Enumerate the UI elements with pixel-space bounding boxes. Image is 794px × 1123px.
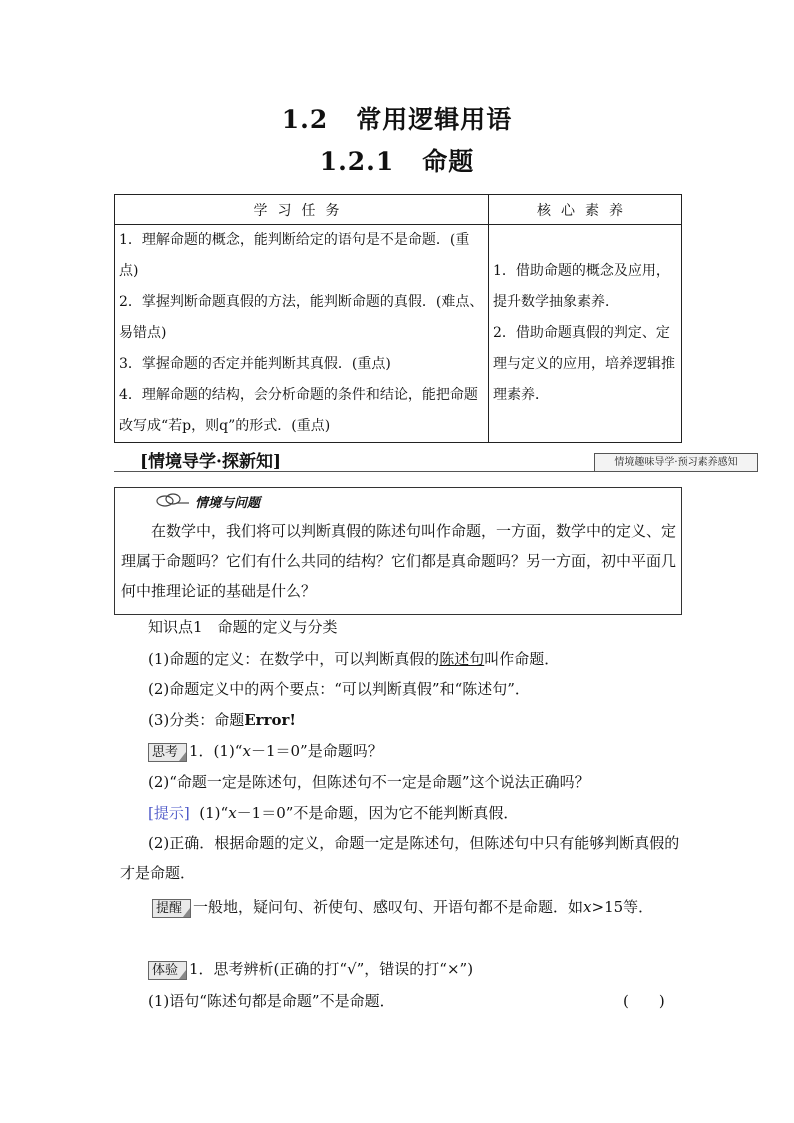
section-divider [114, 471, 756, 472]
tasks-cell [115, 225, 489, 443]
section-title [0, 100, 794, 136]
situation-label: 情境与问题 [195, 496, 261, 511]
learning-goals-table [114, 194, 682, 443]
definition-text: (1)命题的定义：在数学中，可以判断真假的 [148, 650, 440, 668]
definition-underlined: 陈述句 [439, 650, 485, 668]
literacy-cell [489, 225, 682, 443]
experience-line [148, 958, 473, 980]
think-q1-suffix: －1＝0”是命题吗？ [250, 742, 383, 760]
classify-error: Error! [244, 711, 296, 729]
hint-a1-prefix: (1)“ [199, 804, 229, 822]
reminder-var: x [583, 898, 592, 916]
reminder-suffix: >15等． [591, 898, 654, 916]
experience-item1: (1)语句“陈述句都是命题”不是命题． [148, 992, 395, 1010]
think-tag: 思考 [148, 743, 187, 762]
reminder-tag: 提醒 [152, 899, 191, 918]
think-q1-var: x [242, 742, 251, 760]
section-heading: [情境导学·探新知] [140, 452, 282, 472]
elements-line: (2)命题定义中的两个要点：“可以判断真假”和“陈述句”． [148, 680, 530, 698]
classify-line [148, 709, 296, 730]
think-q2: (2)“命题一定是陈述句，但陈述句不一定是命题”这个说法正确吗？ [148, 773, 590, 791]
knowledge-title: 知识点1 命题的定义与分类 [148, 618, 338, 636]
hint-a1-var: x [228, 804, 237, 822]
definition-suffix: 叫作命题． [484, 650, 560, 668]
hint-a1-suffix: －1＝0”不是命题，因为它不能判断真假． [236, 804, 519, 822]
subsection-name: 命题 [422, 147, 475, 176]
section-name: 常用逻辑用语 [356, 105, 513, 134]
subsection-title [0, 142, 794, 178]
section-tag: 情境趣味导学·预习素养感知 [594, 453, 758, 472]
literacy-item: 1．借助命题的概念及应用，提升数学抽象素养． [493, 263, 670, 310]
classify-text: (3)分类：命题 [148, 711, 245, 729]
task-item: 3．掌握命题的否定并能判断其真假．(重点) [119, 356, 391, 372]
situation-text: 在数学中，我们将可以判断真假的陈述句叫作命题，一方面，数学中的定义、定理属于命题吗？它们有什么共同的结构？它们都是真命题吗？另一方面，初中平面几何中推理论证的基础是什么？ [121, 522, 677, 600]
task-item: 1．理解命题的概念，能判断给定的语句是不是命题．(重点) [119, 232, 470, 279]
table-header-literacy: 核心素养 [489, 195, 682, 225]
experience-title: 1．思考辨析(正确的打“√”，错误的打“×”) [189, 960, 474, 978]
answer-paren: ( ) [623, 992, 665, 1010]
hint-tag: [提示] [148, 804, 190, 822]
hint-a2: (2)正确．根据命题的定义，命题一定是陈述句，但陈述句中只有能够判断真假的才是命题． [120, 834, 680, 882]
situation-box [114, 487, 682, 615]
task-item: 2．掌握判断命题真假的方法，能判断命题的真假．(难点、易错点) [119, 294, 484, 341]
cloud-icon [155, 493, 191, 507]
table-header-tasks: 学习任务 [115, 195, 489, 225]
think-q1-prefix: 1．(1)“ [189, 742, 243, 760]
experience-tag: 体验 [148, 961, 187, 980]
subsection-number: 1.2.1 [319, 147, 395, 176]
literacy-item: 2．借助命题真假的判定、定理与定义的应用，培养逻辑推理素养． [493, 325, 675, 403]
hint-line [148, 802, 518, 823]
think-q1 [148, 740, 383, 762]
definition-line [148, 648, 559, 669]
reminder-line [120, 892, 680, 922]
task-item: 4．理解命题的结构，会分析命题的条件和结论，能把命题改写成“若p，则q”的形式．(重点) [119, 387, 478, 434]
section-number: 1.2 [281, 105, 329, 134]
reminder-text: 一般地，疑问句、祈使句、感叹句、开语句都不是命题．如 [193, 898, 584, 916]
